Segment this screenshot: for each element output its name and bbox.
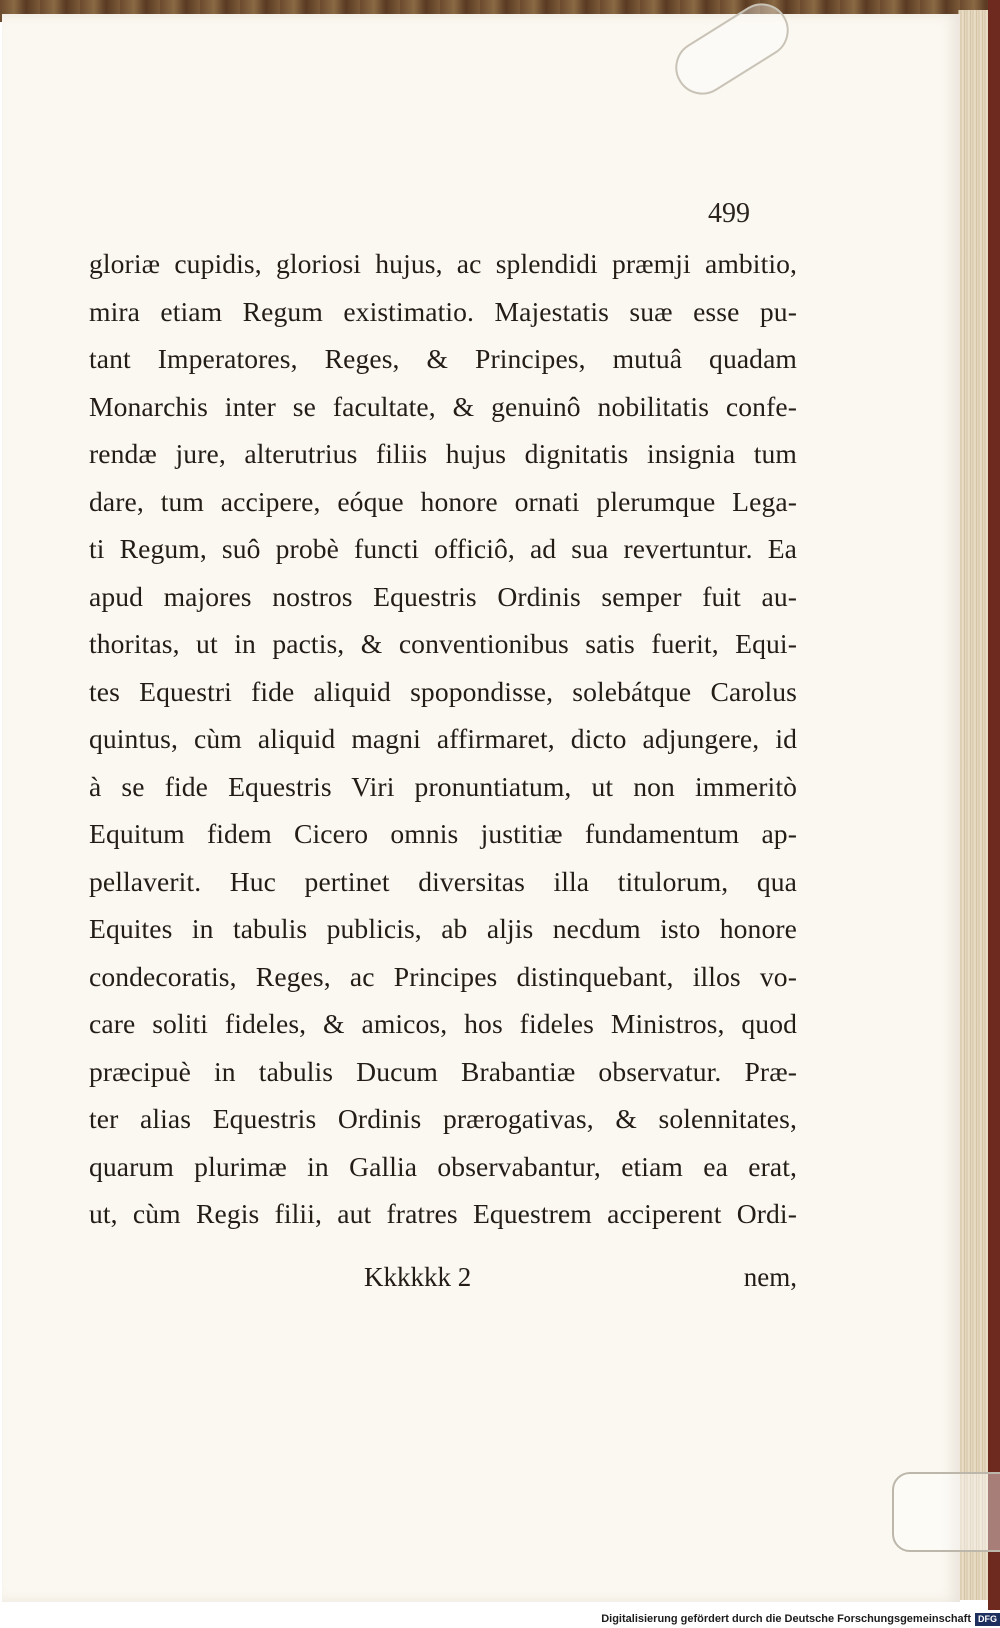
book-page (2, 14, 960, 1602)
paper-clip-bottom (892, 1472, 1000, 1552)
text-line: præcipuè in tabulis Ducum Brabantiæ observatur. Præ- (89, 1055, 797, 1087)
catchword: nem, (743, 1262, 797, 1292)
text-line: Monarchis inter se facultate, & genuinô nobilitatis confe- (89, 390, 797, 422)
text-line: ter alias Equestris Ordinis prærogativas, & solennitates, (89, 1103, 797, 1134)
paper-clip-top (665, 0, 799, 105)
signature-mark: Kkkkkk 2 (364, 1262, 472, 1292)
text-line: mira etiam Regum existimatio. Majestatis suæ esse pu- (89, 295, 797, 327)
text-line: condecoratis, Reges, ac Principes distinquebant, illos vo- (89, 960, 797, 992)
text-line: rendæ jure, alterutrius filiis hujus dignitatis insignia tum (89, 438, 797, 469)
text-line: quintus, cùm aliquid magni affirmaret, dicto adjungere, id (89, 723, 797, 754)
dfg-logo-icon: DFG (975, 1613, 1000, 1626)
text-line: dare, tum accipere, eóque honore ornati plerumque Lega- (89, 485, 797, 517)
text-line: thoritas, ut in pactis, & conventionibus satis fuerit, Equi- (89, 628, 797, 659)
text-line: pellaverit. Huc pertinet diversitas illa titulorum, qua (89, 865, 797, 897)
page-footer (89, 1262, 797, 1302)
text-line: gloriæ cupidis, gloriosi hujus, ac splendidi præmji ambitio, (89, 248, 797, 279)
text-line: tant Imperatores, Reges, & Principes, mutuâ quadam (89, 343, 797, 374)
page-number: 499 (708, 198, 750, 229)
text-line: quarum plurimæ in Gallia observabantur, etiam ea erat, (89, 1150, 797, 1182)
text-line: à se fide Equestris Viri pronuntiatum, ut non immeritò (89, 770, 797, 802)
digitization-credit (590, 1610, 1000, 1628)
text-line: tes Equestri fide aliquid spopondisse, solebátque Carolus (89, 675, 797, 707)
body-text (89, 240, 797, 1238)
text-line: ut, cùm Regis filii, aut fratres Equestrem acciperent Ordi- (89, 1198, 797, 1229)
text-line: Equites in tabulis publicis, ab aljis necdum isto honore (89, 913, 797, 944)
text-line: ti Regum, suô probè functi officiô, ad sua revertuntur. Ea (89, 533, 797, 564)
text-line: care soliti fideles, & amicos, hos fideles Ministros, quod (89, 1008, 797, 1039)
text-line: Equitum fidem Cicero omnis justitiæ fundamentum ap- (89, 818, 797, 849)
text-line: apud majores nostros Equestris Ordinis semper fuit au- (89, 580, 797, 612)
credit-text: Digitalisierung gefördert durch die Deutsche Forschungsgemeinschaft (601, 1613, 971, 1625)
book-cover-right-edge (988, 0, 1000, 1610)
